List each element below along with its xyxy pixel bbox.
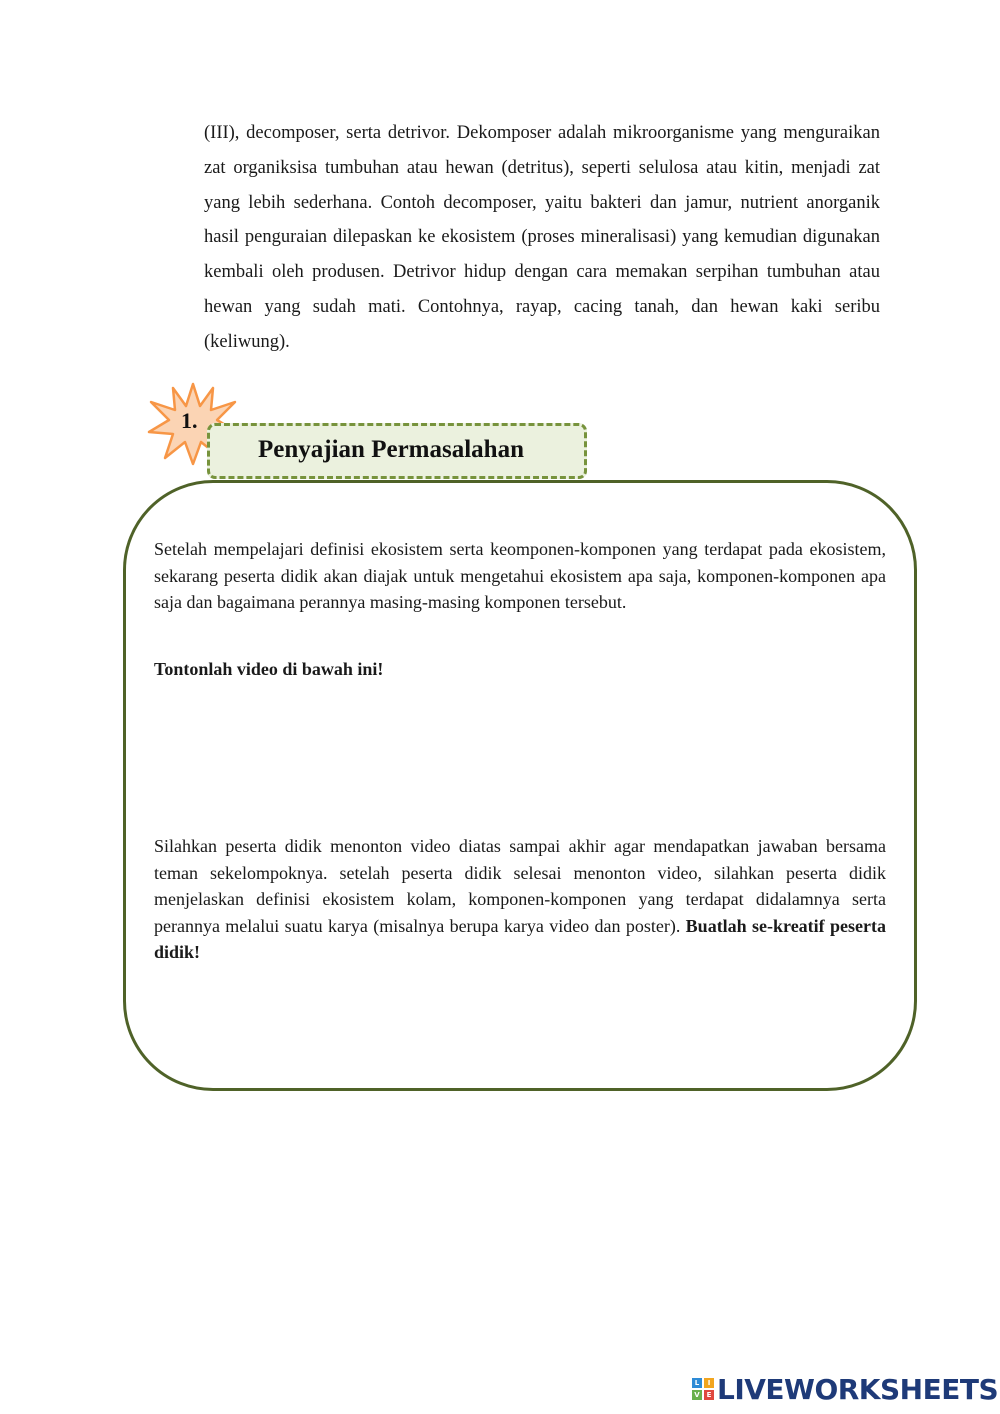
task-text: Silahkan peserta didik menonton video diatas sampai akhir agar mendapatkan jawaban bersama teman sekelompoknya. setelah peserta didik selesai menonton video, silahkan peserta didik menjelaskan definisi ekosistem kolam, komponen-komponen yang terdapat didalamnya serta perannya melalui suatu karya (misalnya berupa karya video dan poster). xyxy=(154,836,886,936)
section-header-box xyxy=(207,423,587,479)
task-paragraph xyxy=(154,833,886,966)
video-instruction: Tontonlah video di bawah ini! xyxy=(154,659,384,679)
intro-paragraph: (III), decomposer, serta detrivor. Dekomposer adalah mikroorganisme yang menguraikan zat organiksisa tumbuhan atau hewan (detritus), seperti selulosa atau kitin, menjadi zat yang lebih sederhana. Contoh decomposer, yaitu bakteri dan jamur, nutrient anorganik hasil penguraian dilepaskan ke ekosistem (proses mineralisasi) yang kemudian digunakan kembali oleh produsen. Detrivor hidup dengan cara memakan serpihan tumbuhan atau hewan yang sudah mati. Contohnya, rayap, cacing tanah, dan hewan kaki seribu (keliwung). xyxy=(204,123,880,352)
liveworksheets-logo[interactable] xyxy=(692,1372,998,1406)
logo-text: LIVEWORKSHEETS xyxy=(717,1372,999,1406)
task-emphasis: Buatlah se-kreatif peserta didik! xyxy=(154,915,886,962)
problem-paragraph: Setelah mempelajari definisi ekosistem serta keomponen-komponen yang terdapat pada ekosistem, sekarang peserta didik akan diajak untuk mengetahui ekosistem apa saja, komponen-komponen apa saja dan bagaimana perannya masing-masing komponen tersebut. xyxy=(154,539,886,612)
video-placeholder[interactable] xyxy=(154,700,886,820)
section-number: 1. xyxy=(181,408,198,433)
section-title: Penyajian Permasalahan xyxy=(258,436,524,463)
logo-grid-icon: L I V E xyxy=(692,1378,714,1400)
